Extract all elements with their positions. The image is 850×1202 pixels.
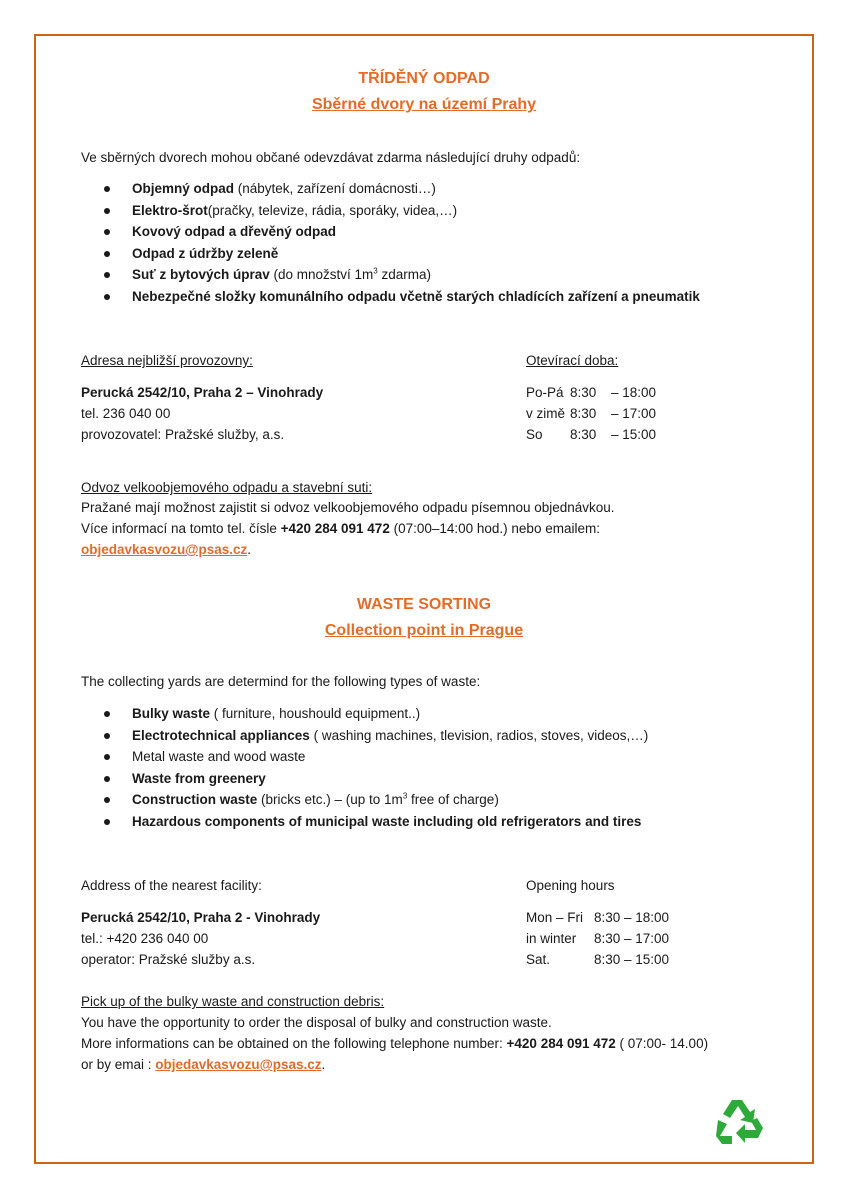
cz-pickup-line1: Pražané mají možnost zajistit si odvoz velkoobjemového odpadu písemnou objednávkou.	[81, 500, 615, 515]
en-hours-table	[526, 907, 669, 970]
table-row: Sat. 8:30 – 15:00	[526, 952, 670, 967]
cz-phone: tel. 236 040 00	[81, 406, 171, 421]
list-item: Suť z bytových úprav (do množství $1m^3$ zdarma)	[104, 264, 700, 286]
en-hours-heading: Opening hours	[526, 878, 615, 893]
en-phone: tel.: +420 236 040 00	[81, 931, 209, 946]
recycle-icon	[712, 1096, 768, 1150]
list-item: Odpad z údržby zeleně	[104, 243, 700, 265]
cz-operator: provozovatel: Pražské služby, a.s.	[81, 427, 285, 442]
table-row: in winter 8:30 – 17:00	[526, 931, 670, 946]
list-item: Construction waste (bricks etc.) – (up to $1m^3$ free of charge)	[104, 789, 648, 811]
en-operator: operator: Pražské služby a.s.	[81, 952, 256, 967]
cz-address-heading: Adresa nejbližší provozovny:	[81, 353, 253, 368]
list-item: Elektro-šrot(pračky, televize, rádia, sporáky, videa,…)	[104, 200, 700, 222]
list-item: Hazardous components of municipal waste including old refrigerators and tires	[104, 811, 648, 833]
en-email-link[interactable]: objedavkasvozu@psas.cz	[155, 1057, 322, 1072]
cz-pickup-heading: Odvoz velkoobjemového odpadu a stavební suti:	[81, 480, 373, 495]
table-row: Po-Pá 8:30 – 18:00	[526, 385, 657, 400]
cz-title: TŘÍDĚNÝ ODPAD	[358, 70, 490, 87]
en-subtitle: Collection point in Prague	[324, 622, 524, 639]
en-pickup-line1: You have the opportunity to order the disposal of bulky and construction waste.	[81, 1015, 552, 1030]
table-row: So 8:30 – 15:00	[526, 427, 657, 442]
cz-subtitle: Sběrné dvory na území Prahy	[311, 96, 537, 113]
en-address: Perucká 2542/10, Praha 2 - Vinohrady	[81, 910, 321, 925]
list-item: Kovový odpad a dřevěný odpad	[104, 221, 700, 243]
list-item: Metal waste and wood waste	[104, 746, 648, 768]
en-title: WASTE SORTING	[356, 596, 492, 613]
en-email-line: or by emai : objedavkasvozu@psas.cz.	[81, 1057, 326, 1072]
list-item: Objemný odpad (nábytek, zařízení domácnosti…)	[104, 178, 700, 200]
en-intro: The collecting yards are determind for the following types of waste:	[81, 674, 481, 689]
cz-hours-table	[526, 382, 656, 445]
cz-email-link[interactable]: objedavkasvozu@psas.cz	[81, 542, 248, 557]
cz-email-line: objedavkasvozu@psas.cz.	[81, 542, 251, 557]
cz-pickup-line2: Více informací na tomto tel. čísle +420 284 091 472 (07:00–14:00 hod.) nebo emailem:	[81, 521, 600, 536]
cz-hours-heading: Otevírací doba:	[526, 353, 619, 368]
list-item: Nebezpečné složky komunálního odpadu včetně starých chladících zařízení a pneumatik	[104, 286, 700, 308]
table-row: v zimě 8:30 – 17:00	[526, 406, 657, 421]
en-waste-list	[104, 703, 648, 832]
en-pickup-heading: Pick up of the bulky waste and construction debris:	[81, 994, 385, 1009]
cz-waste-list	[104, 178, 700, 307]
cz-address: Perucká 2542/10, Praha 2 – Vinohrady	[81, 385, 324, 400]
en-pickup-line2: More informations can be obtained on the following telephone number: +420 284 091 472 ( 07:00- 14.00)	[81, 1036, 709, 1051]
list-item: Bulky waste ( furniture, houshould equipment..)	[104, 703, 648, 725]
en-address-heading: Address of the nearest facility:	[81, 878, 262, 893]
cz-intro: Ve sběrných dvorech mohou občané odevzdávat zdarma následující druhy odpadů:	[81, 150, 581, 165]
table-row: Mon – Fri 8:30 – 18:00	[526, 910, 670, 925]
list-item: Waste from greenery	[104, 768, 648, 790]
list-item: Electrotechnical appliances ( washing machines, tlevision, radios, stoves, videos,…)	[104, 725, 648, 747]
